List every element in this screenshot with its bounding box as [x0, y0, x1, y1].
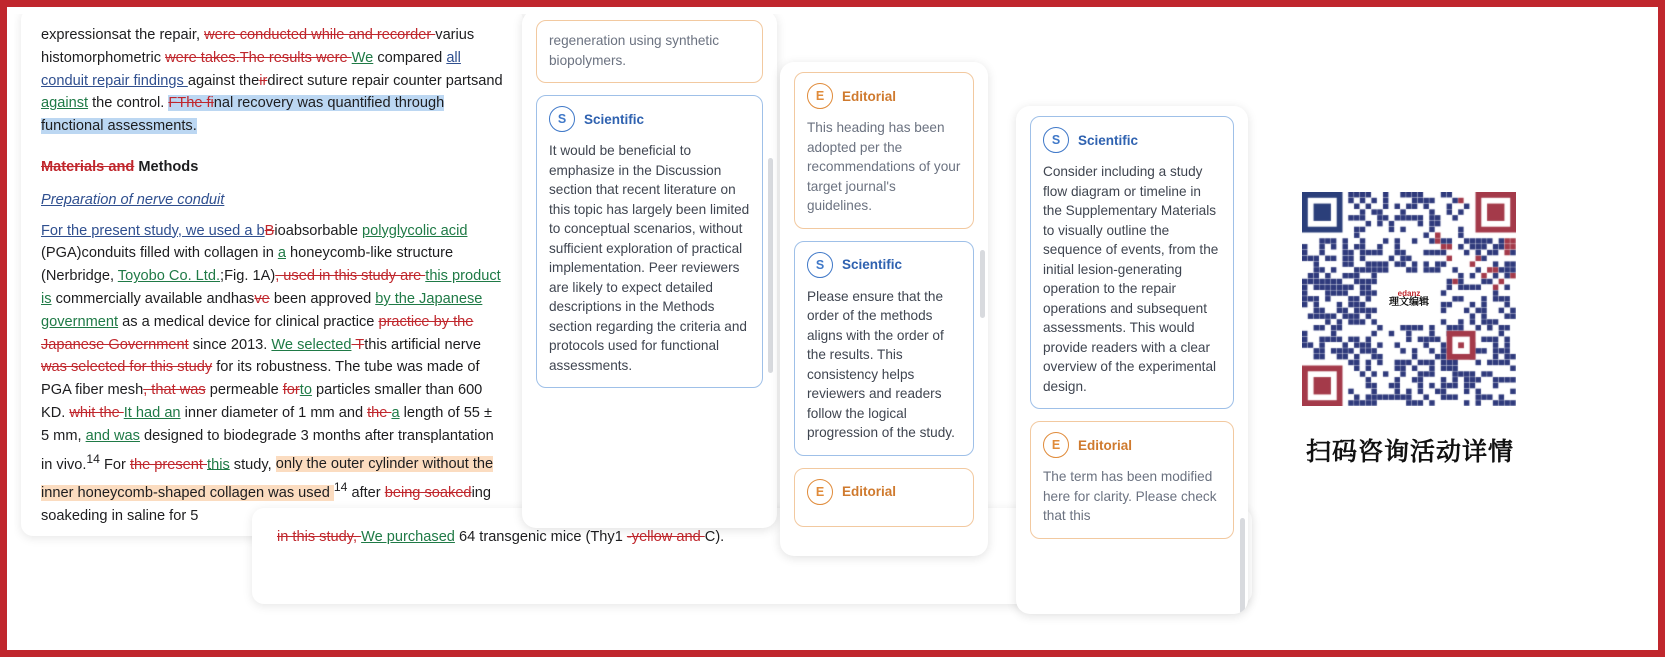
text-run: , that was: [143, 382, 206, 399]
subsection-heading-conduit: Preparation of nerve conduit: [41, 191, 225, 208]
comment-type-label: Scientific: [1078, 132, 1139, 148]
text-run: expressions: [41, 27, 119, 43]
comment-text: regeneration using synthetic biopolymers.: [549, 33, 720, 68]
text-run: C).: [704, 529, 725, 545]
section-heading-methods: [41, 156, 503, 179]
text-run: commercially available and: [51, 290, 231, 307]
text-run: Fig. 1A): [224, 268, 276, 285]
text-run: For the present study, we used a b: [41, 222, 265, 239]
text-run: were conducted while and recorder: [204, 27, 436, 43]
text-run: ;: [220, 268, 225, 285]
text-run: has: [230, 290, 255, 307]
comment-header: [807, 252, 961, 278]
text-run: direct suture repair counter parts: [267, 72, 479, 89]
comment-header: [807, 83, 961, 109]
text-run: to: [299, 382, 312, 399]
text-run: only the outer cylinder without the inner honeycomb-shaped collagen was used: [41, 456, 494, 502]
text-run: this product is: [41, 268, 501, 307]
comment-header: [549, 106, 750, 132]
scientific-badge-icon: S: [807, 252, 833, 278]
text-run: We: [351, 49, 374, 66]
qr-code[interactable]: [1302, 192, 1516, 406]
text-run: for: [282, 382, 300, 399]
comment-type-label: Scientific: [584, 111, 645, 127]
editorial-comment[interactable]: [794, 468, 974, 527]
text-run: (PGA): [41, 245, 82, 262]
comment-panel-1[interactable]: [522, 14, 777, 528]
heading-deleted-text: Materials and: [41, 158, 135, 175]
text-run: the present: [129, 456, 208, 473]
text-run: T: [351, 336, 365, 353]
paragraph-results: [41, 24, 503, 138]
text-run: -yellow and: [626, 529, 705, 545]
text-run: We selected: [271, 336, 352, 353]
text-run: compared: [373, 49, 447, 66]
text-run: this artificial nerve: [364, 336, 481, 353]
manuscript-card: [21, 14, 523, 536]
paragraph-conduit: [41, 220, 503, 528]
text-run: 14: [333, 480, 348, 495]
comment-header: [1043, 432, 1221, 458]
text-run: was selected for this study: [41, 359, 213, 376]
scientific-comment[interactable]: [1030, 116, 1234, 409]
comment-panel-3[interactable]: [1016, 106, 1248, 614]
text-run: particles smaller than 600 KD.: [41, 382, 483, 421]
text-run: For: [99, 456, 130, 473]
text-run: The results were: [239, 49, 352, 66]
text-run: the: [367, 404, 392, 421]
manuscript-body: [41, 24, 503, 528]
text-run: and: [478, 72, 503, 89]
text-run: after: [347, 485, 385, 502]
text-run: for its robustness. The tube was made of PGA fiber mesh: [41, 359, 480, 399]
text-run: soaked: [420, 485, 472, 502]
text-run: were takes.: [165, 49, 240, 66]
text-run: conduits filled with collagen in: [81, 245, 278, 262]
comment-text: This heading has been adopted per the recommendations of your target journal's guidelines.: [807, 120, 961, 213]
editorial-badge-icon: E: [1043, 432, 1069, 458]
text-run: as a medical device for clinical practice: [118, 313, 379, 330]
text-run: and was: [85, 427, 140, 444]
text-run: It had an: [123, 404, 181, 421]
text-run: since 2013.: [188, 336, 272, 353]
text-run: B: [264, 222, 275, 239]
qr-logo-name: 理文编辑: [1389, 296, 1429, 308]
panel-1-scrollbar[interactable]: [768, 158, 773, 373]
text-run: been approved: [269, 290, 376, 307]
text-run: ioabsorbable: [274, 222, 362, 239]
text-run: permeable: [205, 382, 283, 399]
text-run: varius histomorphometric: [41, 27, 475, 66]
text-run: ing: [471, 485, 492, 502]
comment-panel-2[interactable]: [780, 62, 988, 556]
text-run: being: [384, 485, 421, 502]
text-run: all conduit repair findings: [41, 49, 461, 89]
comment-type-label: Scientific: [842, 257, 903, 272]
text-run: in this study,: [277, 529, 362, 545]
text-run: the control.: [88, 95, 169, 112]
text-run: length of 55 ± 5 mm,: [41, 404, 492, 444]
scientific-comment[interactable]: [794, 241, 974, 456]
text-run: polyglycolic acid: [362, 222, 468, 239]
text-run: practice by the Japanese Government: [41, 313, 474, 353]
panel-2-scrollbar[interactable]: [980, 250, 985, 318]
text-run: inner diameter of 1 mm and: [180, 404, 368, 421]
editorial-badge-icon: E: [807, 479, 833, 505]
comment-type-label: Editorial: [842, 88, 897, 104]
text-run: a: [391, 404, 400, 421]
text-run: a: [277, 245, 286, 262]
text-run: against the: [187, 72, 260, 89]
text-run: FThe fi: [168, 95, 214, 112]
text-run: 64 transgenic mice (Thy1: [454, 529, 627, 545]
comment-text: Please ensure that the order of the methods aligns with the order of the results. This consistency helps reviewers and readers follow the logical progression of the study.: [807, 288, 955, 440]
text-run: ve: [254, 290, 270, 307]
text-run: designed to biodegrade 3 months after transplantation in vivo.: [41, 427, 494, 473]
text-run: by the Japanese government: [41, 290, 483, 330]
comment-type-label: Editorial: [1078, 437, 1133, 453]
text-run: study,: [229, 456, 276, 473]
comment-header: [807, 479, 961, 505]
qr-caption: 扫码咨询活动详情: [1305, 438, 1514, 466]
editorial-comment[interactable]: [1030, 421, 1234, 539]
comment-panel-2-list: [794, 72, 974, 546]
comment-panel-3-list: [1030, 116, 1234, 604]
text-run: at the repair,: [118, 27, 205, 43]
comment-text: The term has been modified here for clarity. Please check that this: [1043, 469, 1217, 523]
text-run: , used in this study are: [275, 268, 426, 285]
text-run: honeycomb-like structure (Nerbridge,: [41, 245, 454, 285]
scientific-badge-icon: S: [549, 106, 575, 132]
stage: [14, 14, 1665, 657]
text-run: against: [41, 95, 89, 112]
comment-type-label: Editorial: [842, 484, 897, 499]
text-run: whit the: [69, 404, 124, 421]
text-run: ir: [259, 72, 268, 89]
scientific-comment[interactable]: [536, 95, 763, 388]
text-run: 14: [86, 451, 100, 466]
editorial-badge-icon: E: [807, 83, 833, 109]
text-run: We purchased: [361, 529, 455, 545]
qr-center-logo: [1381, 282, 1437, 316]
text-run: nal recovery was quantified through functional assessments.: [41, 95, 445, 135]
text-run: soakeding in saline for 5: [41, 507, 199, 524]
comment-panel-1-list: [536, 20, 763, 518]
comment-text: Consider including a study flow diagram or timeline in the Supplementary Materials to visually outline the sequence of events, from the initial lesion-generating operation to the repair operations and subsequent assessments. This would provide readers with a clear overview of the experimental design.: [1043, 164, 1219, 394]
scientific-badge-icon: S: [1043, 127, 1069, 153]
editorial-comment[interactable]: [536, 20, 763, 83]
comment-text: It would be beneficial to emphasize in the Discussion section that recent literature on this topic has largely been limited to conceptual scenarios, without sufficient exploration of practical implementation. Peer reviewers are likely to expect detailed descriptions in the Methods section regarding the criteria and protocols used for functional assessments.: [549, 143, 750, 373]
text-run: Toyobo Co. Ltd.: [117, 268, 221, 285]
heading-text: Methods: [134, 158, 199, 175]
panel-3-scrollbar[interactable]: [1240, 518, 1245, 614]
editorial-comment[interactable]: [794, 72, 974, 229]
text-run: this: [207, 456, 230, 473]
comment-header: [1043, 127, 1221, 153]
qr-logo-brand: edanz: [1397, 288, 1421, 298]
